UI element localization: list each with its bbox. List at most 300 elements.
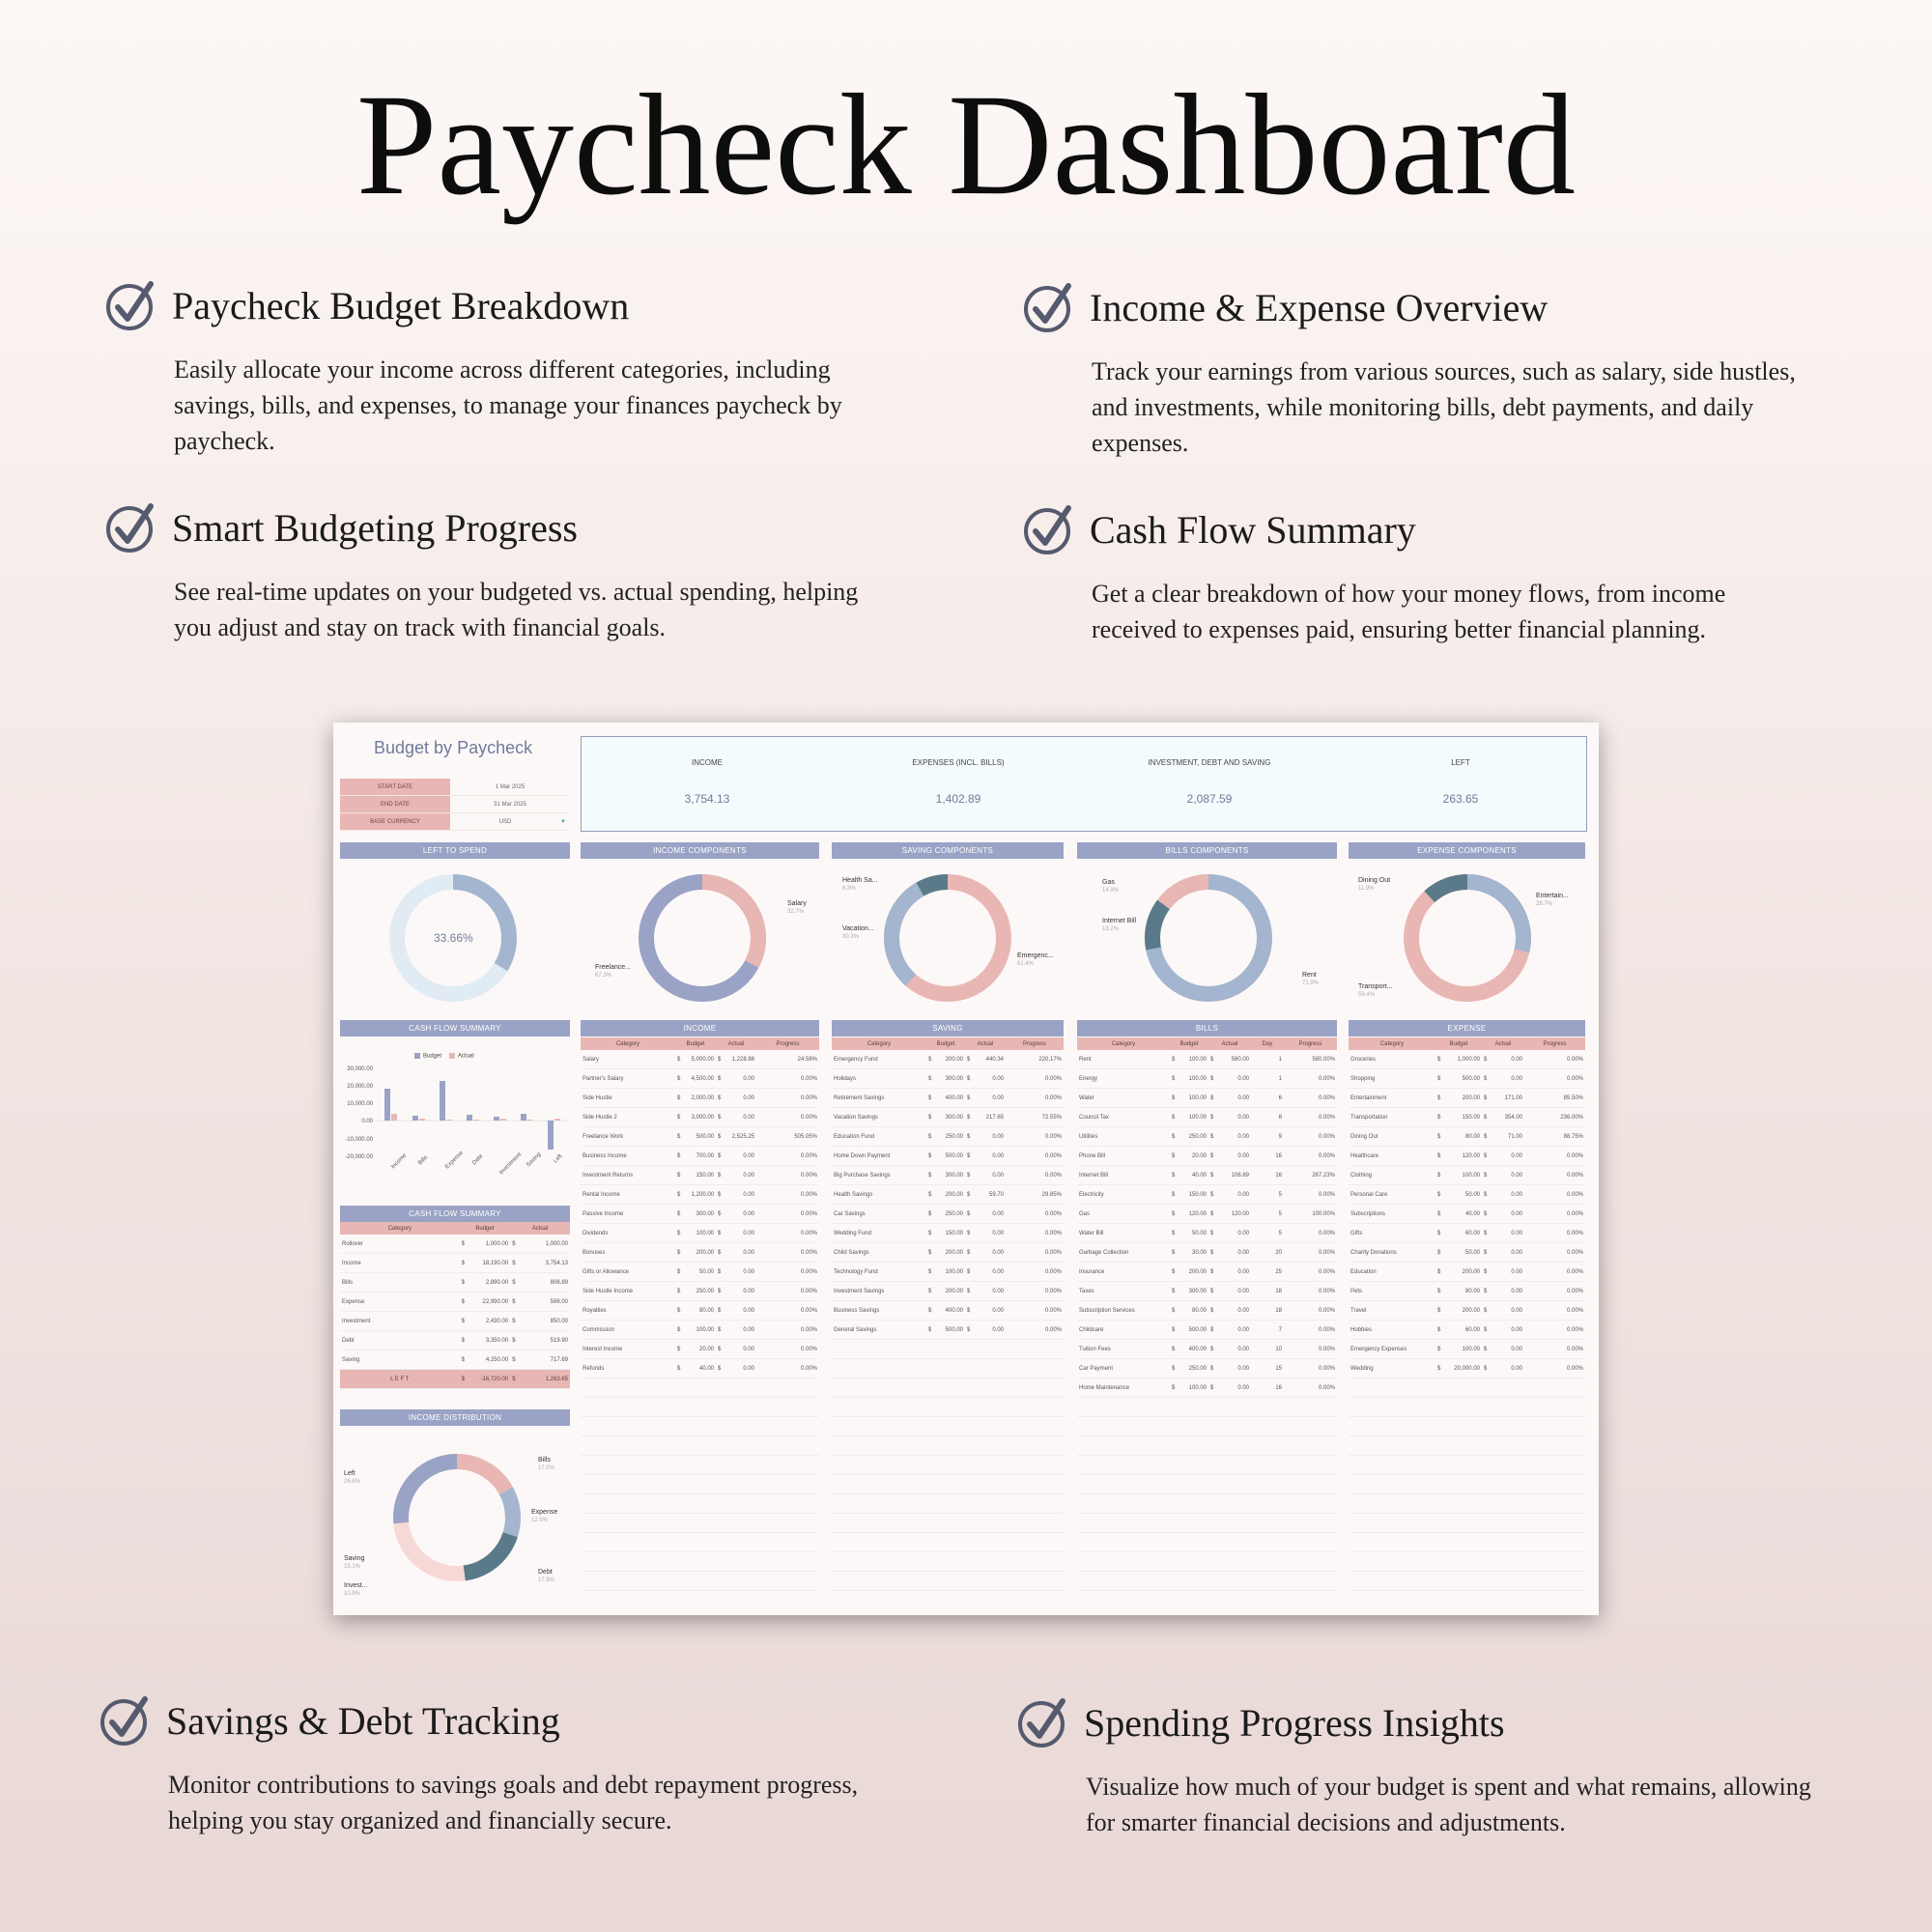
row-cell: 0.00 bbox=[725, 1282, 756, 1301]
table-row bbox=[1077, 1147, 1337, 1166]
table-empty-rows bbox=[1349, 1378, 1585, 1591]
expense-label-transport: Transport... 59.4% bbox=[1358, 983, 1393, 998]
row-category: Garbage Collection bbox=[1077, 1243, 1170, 1263]
row-cell: 0.00 bbox=[1492, 1166, 1524, 1185]
row-cell: $ bbox=[716, 1108, 725, 1127]
row-cell: 200.00 bbox=[934, 1243, 965, 1263]
row-cell: $ bbox=[675, 1263, 683, 1282]
feature-heading: Smart Budgeting Progress bbox=[172, 505, 578, 550]
bar-income-budget bbox=[384, 1089, 390, 1121]
bills-label-internet: Internet Bill 13.2% bbox=[1102, 918, 1137, 932]
row-cell: 5 bbox=[1251, 1185, 1284, 1205]
row-cell: 3,350.00 bbox=[470, 1331, 510, 1350]
table-row bbox=[1077, 1050, 1337, 1069]
saving-donut bbox=[882, 872, 1013, 1004]
row-cell: $ bbox=[926, 1301, 934, 1321]
row-cell: 200.00 bbox=[1443, 1301, 1482, 1321]
left-total-cell: $ bbox=[510, 1370, 524, 1389]
row-cell: 0.00 bbox=[1218, 1321, 1251, 1340]
row-cell: $ bbox=[965, 1147, 975, 1166]
row-cell: $ bbox=[1208, 1185, 1218, 1205]
bar-bills-budget bbox=[412, 1116, 418, 1121]
end-date-value[interactable]: 31 Mar 2025 bbox=[494, 801, 526, 808]
table-row bbox=[832, 1205, 1064, 1224]
row-cell: 88.75% bbox=[1524, 1127, 1585, 1147]
row-cell: 0.00 bbox=[1492, 1321, 1524, 1340]
income-components-header: INCOME COMPONENTS bbox=[581, 842, 819, 859]
row-cell: 0.00 bbox=[1492, 1340, 1524, 1359]
row-cell: $ bbox=[1435, 1301, 1443, 1321]
row-cell: 0.00 bbox=[1218, 1282, 1251, 1301]
row-cell: $ bbox=[1170, 1263, 1178, 1282]
row-category: Education bbox=[1349, 1263, 1435, 1282]
income-table bbox=[581, 1037, 819, 1378]
row-category: Education Fund bbox=[832, 1127, 926, 1147]
row-category: Home Maintenance bbox=[1077, 1378, 1170, 1398]
expense-label-dining: Dining Out 11.9% bbox=[1358, 877, 1391, 892]
y-tick: 10,000.00 bbox=[347, 1101, 373, 1107]
row-cell: $ bbox=[1170, 1243, 1178, 1263]
row-cell: $ bbox=[1208, 1127, 1218, 1147]
row-cell: 50.00 bbox=[1443, 1185, 1482, 1205]
row-cell: 0.00% bbox=[1284, 1243, 1337, 1263]
row-cell: $ bbox=[675, 1224, 683, 1243]
row-cell: 4,250.00 bbox=[470, 1350, 510, 1370]
row-cell: 580.00% bbox=[1284, 1050, 1337, 1069]
row-cell: 0.00 bbox=[1492, 1205, 1524, 1224]
row-cell: 40.00 bbox=[1178, 1166, 1208, 1185]
kpi-label: INVESTMENT, DEBT AND SAVING bbox=[1148, 758, 1271, 767]
row-cell: $ bbox=[926, 1263, 934, 1282]
distribution-label-saving: Saving 15.1% bbox=[344, 1555, 365, 1570]
row-cell: 0.00 bbox=[725, 1224, 756, 1243]
kpi-investment bbox=[1084, 737, 1335, 831]
table-row bbox=[1077, 1263, 1337, 1282]
date-settings bbox=[340, 779, 570, 831]
row-cell: 0.00% bbox=[1524, 1359, 1585, 1378]
row-category: Health Savings bbox=[832, 1185, 926, 1205]
row-cell: 0.00 bbox=[725, 1301, 756, 1321]
row-cell: 0.00 bbox=[1218, 1378, 1251, 1398]
row-cell: 20,000.00 bbox=[1443, 1359, 1482, 1378]
row-cell: 250.00 bbox=[683, 1282, 716, 1301]
feature-text: Easily allocate your income across different categories, including savings, bills, and expenses, to manage your finances paycheck by paycheck. bbox=[174, 355, 842, 455]
x-tick: Income bbox=[390, 1152, 409, 1171]
table-row bbox=[1349, 1050, 1585, 1069]
row-cell: $ bbox=[1208, 1378, 1218, 1398]
distribution-label-expense: Expense 12.9% bbox=[531, 1509, 558, 1523]
row-cell: 0.00 bbox=[1492, 1359, 1524, 1378]
row-cell: 0.00% bbox=[756, 1340, 819, 1359]
row-cell: 20 bbox=[1251, 1243, 1284, 1263]
x-tick: Saving bbox=[526, 1151, 543, 1169]
row-cell: 500.00 bbox=[1178, 1321, 1208, 1340]
table-row bbox=[1077, 1108, 1337, 1127]
row-cell: 2,430.00 bbox=[470, 1312, 510, 1331]
check-circle-icon bbox=[99, 1693, 153, 1747]
kpi-label: LEFT bbox=[1451, 758, 1470, 767]
row-cell: 0.00 bbox=[1218, 1069, 1251, 1089]
row-cell: 0.00% bbox=[1524, 1050, 1585, 1069]
row-cell: $ bbox=[1435, 1166, 1443, 1185]
row-cell: $ bbox=[675, 1359, 683, 1378]
row-cell: $ bbox=[965, 1205, 975, 1224]
row-category: Rental Income bbox=[581, 1185, 675, 1205]
row-cell: $ bbox=[716, 1166, 725, 1185]
saving-label-health: Health Sa... 8.3% bbox=[842, 877, 878, 892]
kpi-label: INCOME bbox=[692, 758, 723, 767]
row-cell: 200.00 bbox=[683, 1243, 716, 1263]
row-cell: 40.00 bbox=[1443, 1205, 1482, 1224]
row-cell: $ bbox=[1170, 1282, 1178, 1301]
table-row bbox=[1077, 1359, 1337, 1378]
row-cell: $ bbox=[1170, 1147, 1178, 1166]
row-cell: $ bbox=[1435, 1243, 1443, 1263]
table-row bbox=[832, 1050, 1064, 1069]
row-cell: 0.00% bbox=[1006, 1205, 1064, 1224]
income-distribution-header: INCOME DISTRIBUTION bbox=[340, 1409, 570, 1426]
row-cell: 1,000.00 bbox=[1443, 1050, 1482, 1069]
row-category: Retirement Savings bbox=[832, 1089, 926, 1108]
table-row bbox=[581, 1166, 819, 1185]
row-category: Emergency Fund bbox=[832, 1050, 926, 1069]
row-cell: 0.00 bbox=[725, 1069, 756, 1089]
col-header: Category bbox=[340, 1222, 460, 1235]
table-row bbox=[1349, 1243, 1585, 1263]
start-date-row bbox=[340, 779, 570, 796]
y-tick: -10,000.00 bbox=[345, 1137, 373, 1143]
col-header: Actual bbox=[510, 1222, 570, 1235]
col-header: Actual bbox=[716, 1037, 756, 1050]
table-row bbox=[832, 1224, 1064, 1243]
row-cell: 0.00 bbox=[725, 1359, 756, 1378]
feature-heading: Paycheck Budget Breakdown bbox=[172, 283, 630, 327]
row-cell: $ bbox=[460, 1235, 470, 1254]
table-row bbox=[832, 1263, 1064, 1282]
y-tick: 30,000.00 bbox=[347, 1066, 373, 1072]
row-category: Interest Income bbox=[581, 1340, 675, 1359]
table-empty-rows bbox=[1077, 1398, 1337, 1591]
row-cell: 1 bbox=[1251, 1050, 1284, 1069]
row-cell: 150.00 bbox=[934, 1224, 965, 1243]
row-category: Debt bbox=[340, 1331, 460, 1350]
row-cell: $ bbox=[1170, 1301, 1178, 1321]
row-cell: 3,754.13 bbox=[524, 1254, 570, 1273]
row-cell: 0.00 bbox=[975, 1224, 1006, 1243]
row-cell: $ bbox=[1482, 1340, 1492, 1359]
row-cell: 0.00% bbox=[1524, 1069, 1585, 1089]
row-cell: $ bbox=[1482, 1127, 1492, 1147]
row-cell: $ bbox=[1435, 1108, 1443, 1127]
row-cell: $ bbox=[675, 1147, 683, 1166]
row-cell: 0.00% bbox=[756, 1321, 819, 1340]
row-category: Childcare bbox=[1077, 1321, 1170, 1340]
row-cell: $ bbox=[1482, 1359, 1492, 1378]
row-cell: 0.00 bbox=[725, 1166, 756, 1185]
feature-heading: Cash Flow Summary bbox=[1090, 507, 1416, 552]
row-cell: 0.00 bbox=[1218, 1108, 1251, 1127]
row-cell: $ bbox=[1435, 1321, 1443, 1340]
row-cell: 0.00 bbox=[1218, 1224, 1251, 1243]
table-row bbox=[832, 1127, 1064, 1147]
table-row bbox=[1349, 1127, 1585, 1147]
row-cell: 0.00% bbox=[1524, 1263, 1585, 1282]
x-tick: Bills bbox=[417, 1154, 430, 1167]
row-cell: $ bbox=[1482, 1282, 1492, 1301]
row-cell: $ bbox=[716, 1050, 725, 1069]
row-cell: 0.00 bbox=[1492, 1050, 1524, 1069]
check-circle-icon bbox=[104, 278, 158, 332]
row-cell: 0.00 bbox=[975, 1301, 1006, 1321]
left-total-cell: -16,720.00 bbox=[470, 1370, 510, 1389]
x-tick: Expense bbox=[444, 1150, 465, 1171]
row-cell: 0.00% bbox=[756, 1147, 819, 1166]
row-cell: $ bbox=[1435, 1089, 1443, 1108]
row-cell: $ bbox=[675, 1205, 683, 1224]
row-category: Transportation bbox=[1349, 1108, 1435, 1127]
feature-budgeting-progress bbox=[104, 500, 896, 645]
row-cell: 0.00% bbox=[756, 1359, 819, 1378]
table-row bbox=[581, 1359, 819, 1378]
row-cell: 0.00% bbox=[1284, 1108, 1337, 1127]
row-cell: 80.00 bbox=[1443, 1127, 1482, 1147]
row-category: Water Bill bbox=[1077, 1224, 1170, 1243]
row-category: Hobbies bbox=[1349, 1321, 1435, 1340]
row-cell: 0.00 bbox=[975, 1282, 1006, 1301]
row-cell: 0.00% bbox=[1524, 1224, 1585, 1243]
table-row bbox=[581, 1050, 819, 1069]
row-cell: $ bbox=[1208, 1069, 1218, 1089]
row-cell: 15 bbox=[1251, 1359, 1284, 1378]
row-cell: 100.00 bbox=[683, 1321, 716, 1340]
row-category: Gas bbox=[1077, 1205, 1170, 1224]
row-cell: $ bbox=[1482, 1243, 1492, 1263]
saving-table bbox=[832, 1037, 1064, 1340]
row-cell: 250.00 bbox=[934, 1127, 965, 1147]
check-circle-icon bbox=[1022, 502, 1076, 556]
row-category: Clothing bbox=[1349, 1166, 1435, 1185]
row-cell: 400.00 bbox=[934, 1301, 965, 1321]
row-cell: 440.34 bbox=[975, 1050, 1006, 1069]
table-row bbox=[832, 1321, 1064, 1340]
row-cell: $ bbox=[1435, 1359, 1443, 1378]
col-header: Category bbox=[581, 1037, 675, 1050]
row-cell: $ bbox=[1170, 1224, 1178, 1243]
row-cell: 0.00% bbox=[1284, 1089, 1337, 1108]
feature-heading: Spending Progress Insights bbox=[1084, 1700, 1505, 1745]
bar-debt-actual bbox=[473, 1120, 479, 1121]
row-cell: 0.00% bbox=[1284, 1282, 1337, 1301]
row-cell: 0.00% bbox=[756, 1282, 819, 1301]
row-cell: 5 bbox=[1251, 1224, 1284, 1243]
saving-label-emergency: Emergenc... 61.4% bbox=[1017, 952, 1054, 967]
row-cell: 1,200.00 bbox=[683, 1185, 716, 1205]
row-cell: 300.00 bbox=[934, 1108, 965, 1127]
row-cell: 0.00 bbox=[1218, 1340, 1251, 1359]
table-row bbox=[340, 1235, 570, 1254]
row-category: Rollover bbox=[340, 1235, 460, 1254]
table-row bbox=[340, 1312, 570, 1331]
row-cell: $ bbox=[926, 1108, 934, 1127]
row-cell: 120.00 bbox=[1178, 1205, 1208, 1224]
row-cell: $ bbox=[1208, 1166, 1218, 1185]
row-cell: 0.00 bbox=[725, 1089, 756, 1108]
row-cell: 0.00% bbox=[1524, 1166, 1585, 1185]
bar-income-actual bbox=[391, 1114, 397, 1121]
row-cell: $ bbox=[1435, 1185, 1443, 1205]
row-cell: $ bbox=[965, 1050, 975, 1069]
table-row bbox=[1349, 1224, 1585, 1243]
row-cell: 50.00 bbox=[1443, 1243, 1482, 1263]
currency-select[interactable]: USD bbox=[498, 818, 512, 825]
table-row bbox=[581, 1127, 819, 1147]
row-cell: 0.00 bbox=[975, 1243, 1006, 1263]
row-cell: 0.00 bbox=[975, 1321, 1006, 1340]
income-donut bbox=[637, 872, 768, 1004]
table-row bbox=[832, 1108, 1064, 1127]
row-cell: 0.00 bbox=[1492, 1263, 1524, 1282]
row-cell: 0.00 bbox=[1218, 1263, 1251, 1282]
end-date-label: END DATE bbox=[340, 796, 450, 812]
feature-text: Track your earnings from various sources, such as salary, side hustles, and investments, while monitoring bills, debt payments, and daily expenses. bbox=[1092, 357, 1796, 457]
row-cell: 0.00 bbox=[1492, 1185, 1524, 1205]
row-category: Insurance bbox=[1077, 1263, 1170, 1282]
row-cell: $ bbox=[716, 1089, 725, 1108]
kpi-value: 263.65 bbox=[1442, 792, 1479, 806]
row-cell: 0.00 bbox=[1492, 1282, 1524, 1301]
row-cell: $ bbox=[1435, 1127, 1443, 1147]
row-cell: 0.00% bbox=[756, 1108, 819, 1127]
distribution-label-invest: Invest... 10.9% bbox=[344, 1582, 368, 1597]
row-cell: $ bbox=[460, 1312, 470, 1331]
row-category: Wedding Fund bbox=[832, 1224, 926, 1243]
start-date-value[interactable]: 1 Mar 2025 bbox=[495, 783, 526, 790]
row-cell: $ bbox=[716, 1243, 725, 1263]
expense-table-header: EXPENSE bbox=[1349, 1020, 1585, 1037]
row-cell: $ bbox=[1170, 1127, 1178, 1147]
row-cell: 24.58% bbox=[756, 1050, 819, 1069]
row-cell: $ bbox=[965, 1282, 975, 1301]
table-row bbox=[832, 1147, 1064, 1166]
row-cell: $ bbox=[1170, 1378, 1178, 1398]
row-cell: $ bbox=[1208, 1147, 1218, 1166]
row-cell: $ bbox=[675, 1282, 683, 1301]
bar-investment-budget bbox=[494, 1117, 499, 1121]
row-cell: 519.90 bbox=[524, 1331, 570, 1350]
row-cell: $ bbox=[716, 1282, 725, 1301]
table-row bbox=[1349, 1166, 1585, 1185]
table-row bbox=[832, 1089, 1064, 1108]
row-cell: $ bbox=[716, 1359, 725, 1378]
row-cell: 0.00% bbox=[756, 1069, 819, 1089]
col-header: Budget bbox=[1170, 1037, 1208, 1050]
row-category: Vacation Savings bbox=[832, 1108, 926, 1127]
row-cell: 354.00 bbox=[1492, 1108, 1524, 1127]
row-cell: 717.69 bbox=[524, 1350, 570, 1370]
row-category: Investment bbox=[340, 1312, 460, 1331]
row-cell: $ bbox=[1170, 1359, 1178, 1378]
table-row bbox=[340, 1350, 570, 1370]
row-cell: 0.00% bbox=[756, 1089, 819, 1108]
row-cell: 0.00% bbox=[1006, 1147, 1064, 1166]
row-cell: 85.50% bbox=[1524, 1089, 1585, 1108]
row-cell: 200.00 bbox=[934, 1050, 965, 1069]
table-row bbox=[1349, 1321, 1585, 1340]
row-cell: $ bbox=[716, 1301, 725, 1321]
row-cell: $ bbox=[716, 1069, 725, 1089]
row-cell: $ bbox=[926, 1089, 934, 1108]
row-category: Big Purchase Savings bbox=[832, 1166, 926, 1185]
row-cell: $ bbox=[716, 1340, 725, 1359]
table-row bbox=[832, 1301, 1064, 1321]
row-category: Car Savings bbox=[832, 1205, 926, 1224]
row-cell: 0.00% bbox=[756, 1224, 819, 1243]
row-cell: 400.00 bbox=[1178, 1340, 1208, 1359]
income-label-freelance: Freelance... 67.3% bbox=[595, 964, 631, 979]
row-cell: $ bbox=[716, 1263, 725, 1282]
row-cell: $ bbox=[1208, 1321, 1218, 1340]
row-cell: $ bbox=[1482, 1147, 1492, 1166]
row-cell: 0.00 bbox=[725, 1185, 756, 1205]
row-cell: $ bbox=[675, 1243, 683, 1263]
expense-table bbox=[1349, 1037, 1585, 1378]
table-row bbox=[1077, 1301, 1337, 1321]
x-tick: Debt bbox=[471, 1153, 485, 1167]
row-cell: 0.00% bbox=[1524, 1340, 1585, 1359]
row-category: Salary bbox=[581, 1050, 675, 1069]
row-category: Car Payment bbox=[1077, 1359, 1170, 1378]
row-cell: $ bbox=[965, 1224, 975, 1243]
row-cell: $ bbox=[510, 1273, 524, 1293]
row-cell: 0.00% bbox=[1524, 1205, 1585, 1224]
table-row bbox=[832, 1282, 1064, 1301]
row-category: Dividends bbox=[581, 1224, 675, 1243]
row-cell: $ bbox=[460, 1254, 470, 1273]
row-cell: $ bbox=[716, 1224, 725, 1243]
check-circle-icon bbox=[1016, 1695, 1070, 1749]
row-cell: 0.00 bbox=[1218, 1359, 1251, 1378]
row-cell: 300.00 bbox=[934, 1166, 965, 1185]
table-row bbox=[832, 1243, 1064, 1263]
row-cell: $ bbox=[1482, 1069, 1492, 1089]
row-cell: $ bbox=[1482, 1321, 1492, 1340]
table-row bbox=[1077, 1127, 1337, 1147]
x-tick: Left bbox=[553, 1153, 564, 1165]
row-cell: 500.00 bbox=[1443, 1069, 1482, 1089]
bills-components-header: BILLS COMPONENTS bbox=[1077, 842, 1337, 859]
row-cell: 505.05% bbox=[756, 1127, 819, 1147]
row-cell: $ bbox=[675, 1069, 683, 1089]
row-category: Holidays bbox=[832, 1069, 926, 1089]
row-cell: $ bbox=[965, 1089, 975, 1108]
row-category: Energy bbox=[1077, 1069, 1170, 1089]
row-cell: 500.00 bbox=[683, 1127, 716, 1147]
row-cell: $ bbox=[1435, 1263, 1443, 1282]
expense-label-entertainment: Entertain... 28.7% bbox=[1536, 893, 1569, 907]
row-cell: $ bbox=[675, 1321, 683, 1340]
row-cell: $ bbox=[1208, 1089, 1218, 1108]
row-cell: $ bbox=[460, 1273, 470, 1293]
row-cell: 0.00 bbox=[1218, 1243, 1251, 1263]
row-cell: 16 bbox=[1251, 1166, 1284, 1185]
row-cell: $ bbox=[1482, 1050, 1492, 1069]
row-category: Side Hustle bbox=[581, 1089, 675, 1108]
row-cell: 0.00% bbox=[1006, 1263, 1064, 1282]
row-cell: $ bbox=[1208, 1301, 1218, 1321]
dropdown-arrow-icon[interactable]: ▼ bbox=[560, 818, 566, 825]
row-cell: $ bbox=[965, 1301, 975, 1321]
col-header: Day bbox=[1251, 1037, 1284, 1050]
